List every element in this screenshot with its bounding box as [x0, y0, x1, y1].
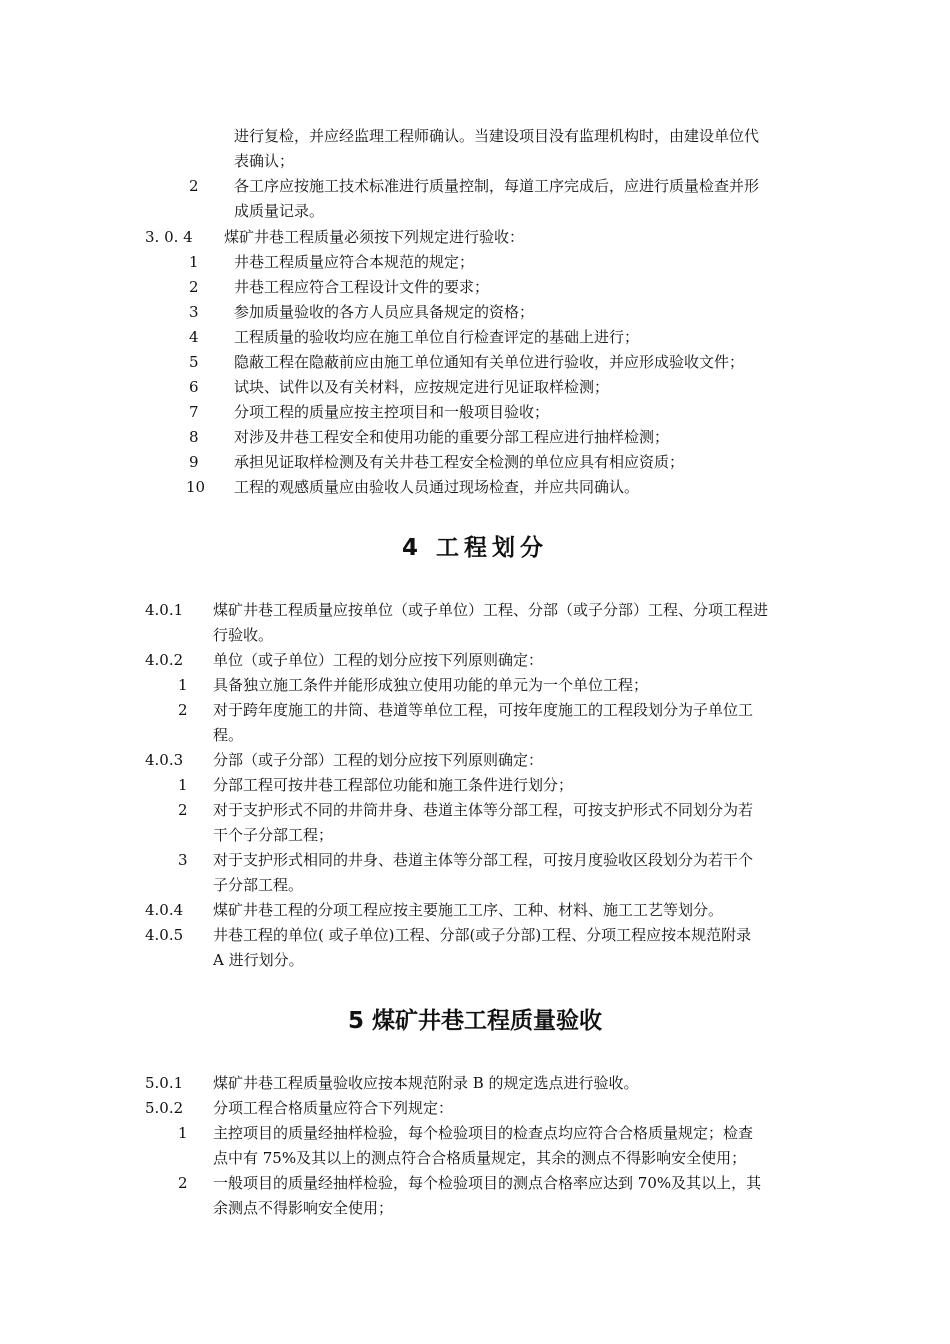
item-number: 2 — [178, 1174, 188, 1192]
clause-number: 3. 0. 4 — [145, 228, 193, 246]
clause-text: 煤矿井巷工程质量必须按下列规定进行验收： — [224, 228, 525, 246]
clause-text: 井巷工程的单位( 或子单位)工程、分部(或子分部)工程、分项工程应按本规范附录 — [213, 926, 752, 944]
item-number: 5 — [189, 353, 199, 371]
clause-text: 分项工程合格质量应符合下列规定： — [213, 1099, 454, 1117]
list-item: 主控项目的质量经抽样检验，每个检验项目的检查点均应符合合格质量规定；检查 — [213, 1124, 754, 1142]
clause-number: 4.0.2 — [145, 651, 184, 669]
list-item: 工程的观感质量应由验收人员通过现场检查，并应共同确认。 — [234, 478, 640, 496]
item-number: 1 — [178, 676, 188, 694]
clause-text: 煤矿井巷工程质量验收应按本规范附录 B 的规定选点进行验收。 — [213, 1074, 639, 1092]
clause-number: 4.0.3 — [145, 751, 184, 769]
item-number: 4 — [189, 328, 199, 346]
clause-number: 4.0.1 — [145, 601, 184, 619]
paragraph-line: 成质量记录。 — [234, 202, 325, 220]
clause-text: 煤矿井巷工程的分项工程应按主要施工工序、工种、材料、施工工艺等划分。 — [213, 901, 724, 919]
list-item: 对涉及井巷工程安全和使用功能的重要分部工程应进行抽样检测； — [234, 428, 670, 446]
item-number: 10 — [186, 478, 206, 496]
item-number: 1 — [178, 1124, 188, 1142]
clause-number: 4.0.5 — [145, 926, 184, 944]
clause-number: 4.0.4 — [145, 901, 184, 919]
list-item: 对于跨年度施工的井筒、巷道等单位工程，可按年度施工的工程段划分为子单位工 — [213, 701, 754, 719]
list-item: 隐蔽工程在隐蔽前应由施工单位通知有关单位进行验收，并应形成验收文件； — [234, 353, 745, 371]
paragraph-line: 表确认； — [234, 152, 295, 170]
clause-text: 行验收。 — [213, 626, 274, 644]
chapter-heading: 4 工程划分 — [401, 535, 548, 561]
paragraph-line: 进行复检，并应经监理工程师确认。当建设项目没有监理机构时，由建设单位代 — [234, 127, 760, 145]
item-number: 1 — [178, 776, 188, 794]
clause-text: A 进行划分。 — [213, 951, 304, 969]
item-number: 6 — [189, 378, 199, 396]
item-number: 9 — [189, 453, 199, 471]
list-item: 对于支护形式不同的井筒井身、巷道主体等分部工程，可按支护形式不同划分为若 — [213, 801, 754, 819]
chapter-heading: 5 煤矿井巷工程质量验收 — [347, 1008, 602, 1034]
list-item: 点中有 75%及其以上的测点符合合格质量规定，其余的测点不得影响安全使用； — [213, 1149, 747, 1167]
list-item: 分部工程可按井巷工程部位功能和施工条件进行划分； — [213, 776, 574, 794]
item-number: 3 — [189, 303, 199, 321]
item-number: 2 — [189, 278, 199, 296]
list-item: 承担见证取样检测及有关井巷工程安全检测的单位应具有相应资质； — [234, 453, 685, 471]
item-number: 7 — [189, 403, 199, 421]
clause-text: 单位（或子单位）工程的划分应按下列原则确定： — [213, 651, 544, 669]
clause-text: 分部（或子分部）工程的划分应按下列原则确定： — [213, 751, 544, 769]
list-item: 程。 — [213, 726, 244, 744]
clause-number: 5.0.2 — [145, 1099, 184, 1117]
item-number: 2 — [178, 701, 188, 719]
list-item: 具备独立施工条件并能形成独立使用功能的单元为一个单位工程； — [213, 676, 649, 694]
list-item: 参加质量验收的各方人员应具备规定的资格； — [234, 303, 535, 321]
list-item: 工程质量的验收均应在施工单位自行检查评定的基础上进行； — [234, 328, 640, 346]
list-item: 对于支护形式相同的井身、巷道主体等分部工程，可按月度验收区段划分为若干个 — [213, 851, 754, 869]
list-item: 干个子分部工程； — [213, 826, 334, 844]
clause-text: 煤矿井巷工程质量应按单位（或子单位）工程、分部（或子分部）工程、分项工程进 — [213, 601, 769, 619]
list-item: 分项工程的质量应按主控项目和一般项目验收； — [234, 403, 550, 421]
item-number: 2 — [178, 801, 188, 819]
list-item: 余测点不得影响安全使用； — [213, 1199, 394, 1217]
clause-number: 5.0.1 — [145, 1074, 184, 1092]
list-item: 井巷工程应符合工程设计文件的要求； — [234, 278, 490, 296]
list-item: 井巷工程质量应符合本规范的规定； — [234, 253, 475, 271]
item-number: 2 — [189, 177, 199, 195]
item-number: 3 — [178, 851, 188, 869]
paragraph-line: 各工序应按施工技术标准进行质量控制，每道工序完成后，应进行质量检查并形 — [234, 177, 760, 195]
list-item: 试块、试件以及有关材料，应按规定进行见证取样检测； — [234, 378, 610, 396]
list-item: 子分部工程。 — [213, 876, 304, 894]
list-item: 一般项目的质量经抽样检验，每个检验项目的测点合格率应达到 70%及其以上，其 — [213, 1174, 762, 1192]
item-number: 8 — [189, 428, 199, 446]
item-number: 1 — [189, 253, 199, 271]
